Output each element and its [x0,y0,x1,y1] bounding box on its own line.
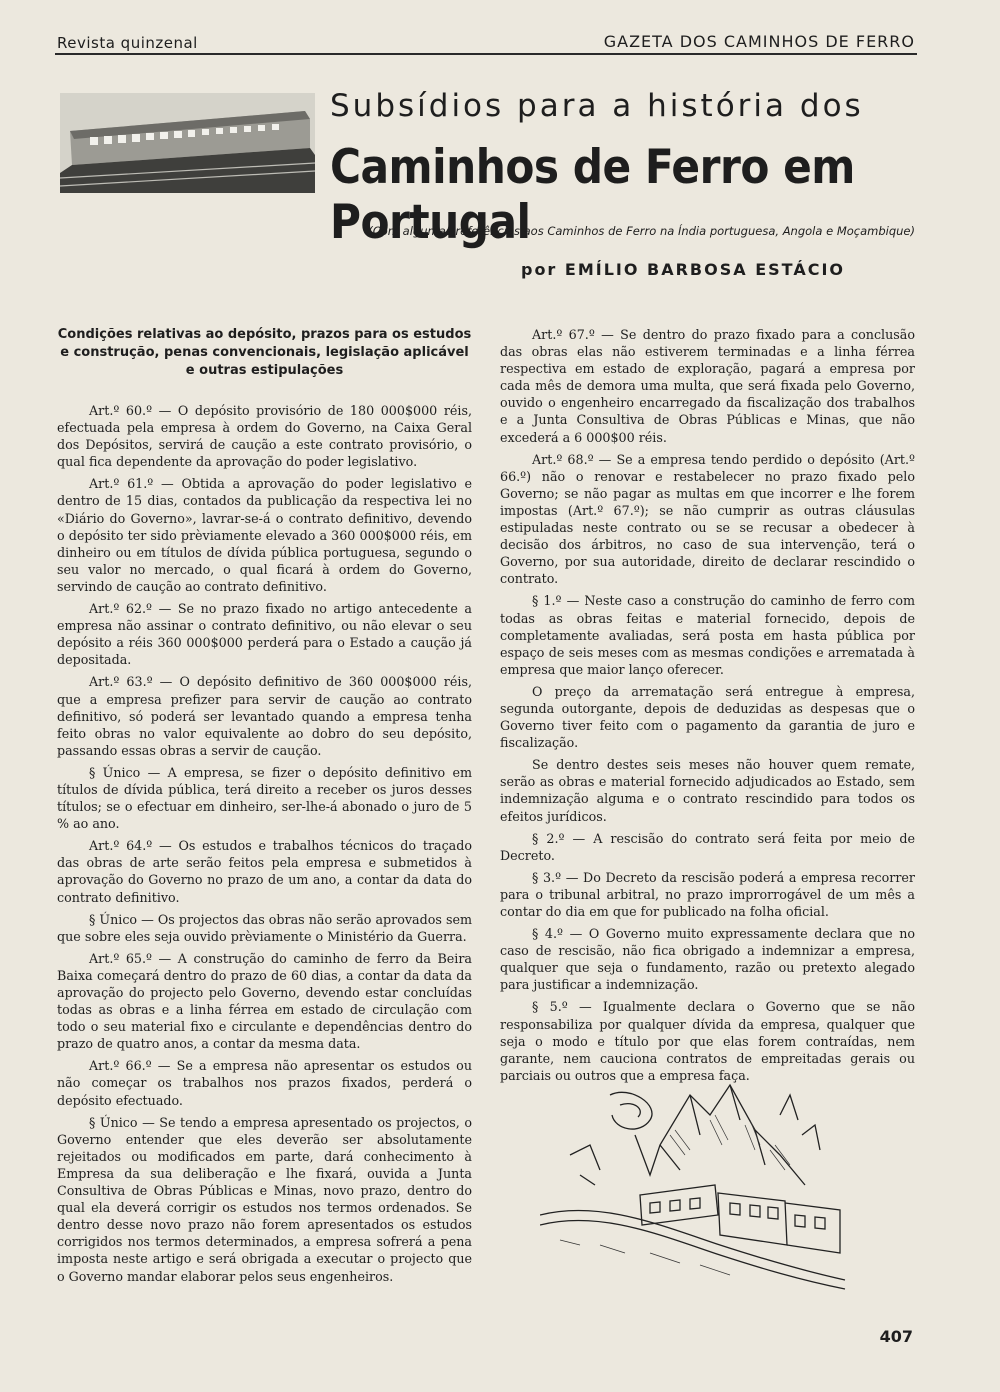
paragraph: Art.º 67.º — Se dentro do prazo fixado para a conclusão das obras elas não estiverem terminadas e a linha férrea respectiva em estado de exploração, pagará a empresa por cada mês de demora uma multa, que será fixada pelo Governo, ouvido o engenheiro encarregado da fiscalização dos trabalhos e a Junta Consultiva de Obras Públicas e Minas, que não excederá a 6 000$00 réis. [500,327,915,445]
paragraph: Art.º 60.º — O depósito provisório de 180 000$000 réis, efectuada pela empresa à ordem do Governo, na Caixa Geral dos Depósitos, servirá de caução a este contrato provisório, o qual fica dependente da aprovação do poder legislativo. [57,403,472,470]
train-photo-drawing [60,93,315,193]
paragraph: § Único — A empresa, se fizer o depósito definitivo em títulos de dívida pública, terá direito a receber os juros desses títulos; se o efectuar em dinheiro, ser-lhe-á abonado o juro de 5 % ao ano. [57,764,472,832]
paragraph: Art.º 62.º — Se no prazo fixado no artigo antecedente a empresa não assinar o contrato definitivo, ou não elevar o seu depósito a réis 360 000$000 perderá para o Estado a caução já depositada. [57,601,472,668]
running-header-left: Revista quinzenal [57,34,198,52]
train-photo [60,93,315,193]
paragraph: § 5.º — Igualmente declara o Governo que se não responsabiliza por qualquer dívida da empresa, qualquer que seja o modo e título por que elas forem contraídas, nem garante, nem cauciona contratos de empreitadas gerais ou parciais ou outros que a empresa faça. [500,999,915,1083]
header-rule [55,53,917,55]
paragraph: Art.º 66.º — Se a empresa não apresentar os estudos ou não começar os trabalhos nos prazos fixados, perderá o depósito efectuado. [57,1058,472,1108]
paragraph: Art.º 64.º — Os estudos e trabalhos técnicos do traçado das obras de arte serão feitos pela empresa e submetidos à aprovação do Governo no prazo de um ano, a contar da data do contrato definitivo. [57,838,472,905]
running-header-right: GAZETA DOS CAMINHOS DE FERRO [603,32,915,51]
paragraph: Se dentro destes seis meses não houver quem remate, serão as obras e material fornecido adjudicados ao Estado, sem indemnização alguma e o contrato rescindido para todos os efeitos jurídicos. [500,757,915,824]
page-number: 407 [879,1327,913,1346]
paragraph: O preço da arrematação será entregue à empresa, segunda outorgante, depois de deduzidas as despesas que o Governo tiver feito com o pagamento da garantia de juro e fiscalização. [500,683,915,751]
paragraph: Art.º 65.º — A construção do caminho de ferro da Beira Baixa começará dentro do prazo de 60 dias, a contar da data da aprovação do projecto pelo Governo, devendo estar concluídas todas as obras e a linha férrea em estado de circulação com todo o seu material fixo e circulante e dependências dentro do prazo de quatro anos, a contar da mesma data. [57,950,472,1052]
paragraph: § 4.º — O Governo muito expressamente declara que no caso de rescisão, não fica obrigado a indemnizar a empresa, qualquer que seja o fundamento, razão ou pretexto alegado para justificar a indemnização. [500,926,915,993]
title-line-2: Caminhos de Ferro em Portugal [330,140,855,250]
paragraph: Art.º 63.º — O depósito definitivo de 360 000$000 réis, que a empresa prefizer para servir de caução ao contrato definitivo, só poderá ser levantado quando a empresa tenha feito obras no valor equivalente ao dobro do seu depósito, passando essas obras a servir de caução. [57,674,472,758]
section-heading: Condições relativas ao depósito, prazos para os estudos e construção, penas convencionais, legislação aplicável e outras estipulações [57,327,472,378]
subtitle: (Com algumas referências aos Caminhos de Ferro na Índia portuguesa, Angola e Moçambique) [368,224,915,238]
paragraph: Art.º 61.º — Obtida a aprovação do poder legislativo e dentro de 15 dias, contados da publicação da respectiva lei no «Diário do Governo», lavrar-se-á o contrato definitivo, devendo o depósito ter sido prèviamente elevado a 360 000$000 réis, em dinheiro ou em títulos de dívida pública portuguesa, segundo o seu valor no mercado, o qual ficará à ordem do Governo, servindo de caução ao contrato definitivo. [57,476,472,594]
left-column [57,326,472,1290]
right-column [500,326,915,1089]
paragraph: § 3.º — Do Decreto da rescisão poderá a empresa recorrer para o tribunal arbitral, no prazo improrrogável de um mês a contar do dia em que for publicado na folha oficial. [500,869,915,919]
train-illustration [540,1075,850,1290]
title-line-1: Subsídios para a história dos [330,88,864,124]
paragraph: Art.º 68.º — Se a empresa tendo perdido o depósito (Art.º 66.º) não o renovar e restabelecer no prazo fixado pelo Governo; se não pagar as multas em que incorrer e lhe forem impostas (Art.º 67.º); se não cumprir as outras cláusulas estipuladas neste contrato ou se se recusar a obedecer à decisão dos árbitros, no caso de sua intervenção, terá o Governo, por sua autoridade, direito de declarar rescindido o contrato. [500,451,915,587]
paragraph: § Único — Os projectos das obras não serão aprovados sem que sobre eles seja ouvido prèviamente o Ministério da Guerra. [57,911,472,944]
paragraph: § 2.º — A rescisão do contrato será feita por meio de Decreto. [500,830,915,863]
author-byline: por EMÍLIO BARBOSA ESTÁCIO [520,260,845,279]
paragraph: § Único — Se tendo a empresa apresentado os projectos, o Governo entender que eles deverão ser absolutamente rejeitados ou modificados em parte, dará conhecimento à Empresa da sua deliberação e lhe fixará, ouvida a Junta Consultiva de Obras Públicas e Minas, novo prazo, dentro do qual ela deverá corrigir os estudos nos termos ordenados. Se dentro desse novo prazo não forem apresentados os estudos corrigidos nos termos determinados, a empresa sofrerá a pena imposta neste artigo e será obrigada a executar o projecto que o Governo mandar elaborar pelos seus engenheiros. [57,1114,472,1284]
paragraph: § 1.º — Neste caso a construção do caminho de ferro com todas as obras feitas e material fornecido, depois de completamente avaliadas, será posta em hasta pública por espaço de seis meses com as mesmas condições e arrematada à empresa que maior lanço oferecer. [500,593,915,677]
